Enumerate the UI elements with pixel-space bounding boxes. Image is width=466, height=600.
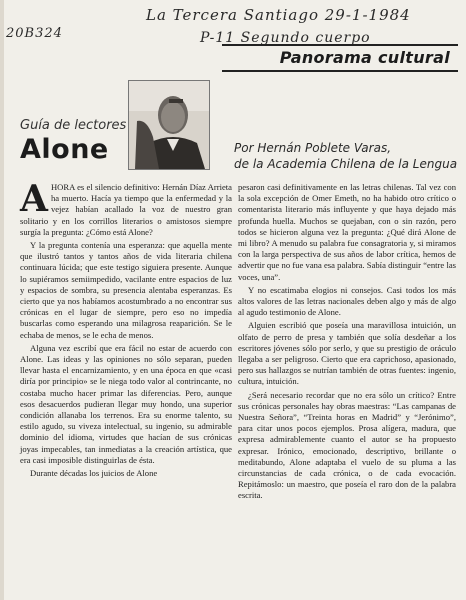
article-headline: Alone (20, 134, 109, 165)
byline-affiliation: de la Academia Chilena de la Lengua (234, 157, 458, 171)
paragraph: Y no escatimaba elogios ni consejos. Casi todos los más altos valores de las letras nacionales deben algo y más de algo al agudo testimonio de Alone. (238, 284, 456, 318)
article-column-left (20, 178, 232, 481)
drop-cap: A (20, 178, 48, 220)
paragraph: Alguna vez escribí que era fácil no estar de acuerdo con Alone. Las ideas y las opiniones no sólo separan, pueden llevar hasta el encarnizamiento, y en una época en que «casi diría por principio» se le niega todo valor al contrincante, no costaba mucho hacer primar las diferencias. Pero, aunque esos desacuerdos pudieran llegar muy hondo, una superior condición allanaba los terrenos. Era su enorme talento, su estilo agudo, su viveza intelectual, su ingenio, su admirable dominio del idioma, virtudes que hacían de sus crónicas joyas impecables, tan inmediatas a la creación artística, que era casi imposible distinguirlas de ésta. (20, 342, 232, 465)
paragraph (20, 178, 232, 238)
section-rule (222, 70, 458, 72)
section-header (222, 44, 458, 72)
paragraph: ¿Será necesario recordar que no era sólo un crítico? Entre sus crónicas personales hay obras maestras: “Las campanas de Nuestra Señora”, “Treinta horas en Madrid” y “Jerónimo”, para citar unos pocos ejemplos. Prosa alígera, madura, que expresa admirablemente cuanto el autor se ha propuesto expresar. Irónico, emocionado, descriptivo, brillante o meditabundo, Alone adaptaba el vuelo de su pluma a las circunstancias de cada crónica, o de cada evocación. Repitámoslo: un maestro, que poseía el raro don de la palabra escrita. (238, 389, 456, 501)
paragraph: Durante décadas los juicios de Alone (30, 468, 158, 479)
author-portrait-photo (128, 80, 210, 170)
portrait-image (129, 81, 209, 169)
handwritten-clipping-id: 20B324 (6, 26, 63, 41)
paragraph: Y la pregunta contenía una esperanza: que aquella mente que ilustró tantos y tantos años de vida literaria chilena continuara lúcida; que este testigo siguiera presente. Aunque lo supiéramos semiimpedido, vacilante entre espacios de luz y espacios de sombra, su presencia alentaba esperanzas. Es cierto que ya nos habíamos acostumbrado a no encontrar sus crónicas en el lugar de siempre, pero eso no impedía buscarlas como esperando una milagrosa reaparición. Se le echaba de menos, se le echa de menos. (20, 240, 232, 340)
article-kicker: Guía de lectores (20, 118, 127, 133)
paragraph: pesaron casi definitivamente en las letras chilenas. Tal vez con la sola excepción de Omer Emeth, no ha habido otro crítico o comentarista literario más influyente y que haya dejado más profunda huella. Muchos se quejaban, con o sin razón, pero todos se hicieron alguna vez la pregunta: ¿Qué dirá Alone de mi libro? A menudo su palabra fue consagratoria y, si miramos con la larga perspectiva de sus años de labor crítica, hemos de advertir que no fue vana esa palabra. Sabía distinguir “entre las voces, una”. (238, 182, 456, 282)
handwritten-page-note: P-11 Segundo cuerpo (200, 30, 371, 46)
paragraph-text: HORA es el silencio definitivo: Hernán Díaz Arrieta ha muerto. Hacía ya tiempo que la enfermedad y la vejez habían acallado la voz de nuestro gran solitario y en los corrillos literarios o amistosos siempre surgía la pregunta: ¿Cómo está Alone? (20, 182, 232, 237)
section-title: Panorama cultural (279, 48, 450, 67)
byline-author: Por Hernán Poblete Varas, (234, 141, 392, 155)
page-edge (0, 0, 4, 600)
article-byline (234, 140, 462, 172)
handwritten-source-note: La Tercera Santiago 29-1-1984 (146, 6, 411, 24)
article-column-right (238, 182, 456, 504)
paragraph: Alguien escribió que poseía una maravillosa intuición, un olfato de perro de presa y también que solía desdeñar a los escritores jóvenes sólo por serlo, y que su prestigio de oráculo llegaba a ser peligroso. Cierto que era caprichoso, apasionado, pero sus hallazgos se nutrían también de otras fuentes: ingenio, cultura, intuición. (238, 320, 456, 387)
